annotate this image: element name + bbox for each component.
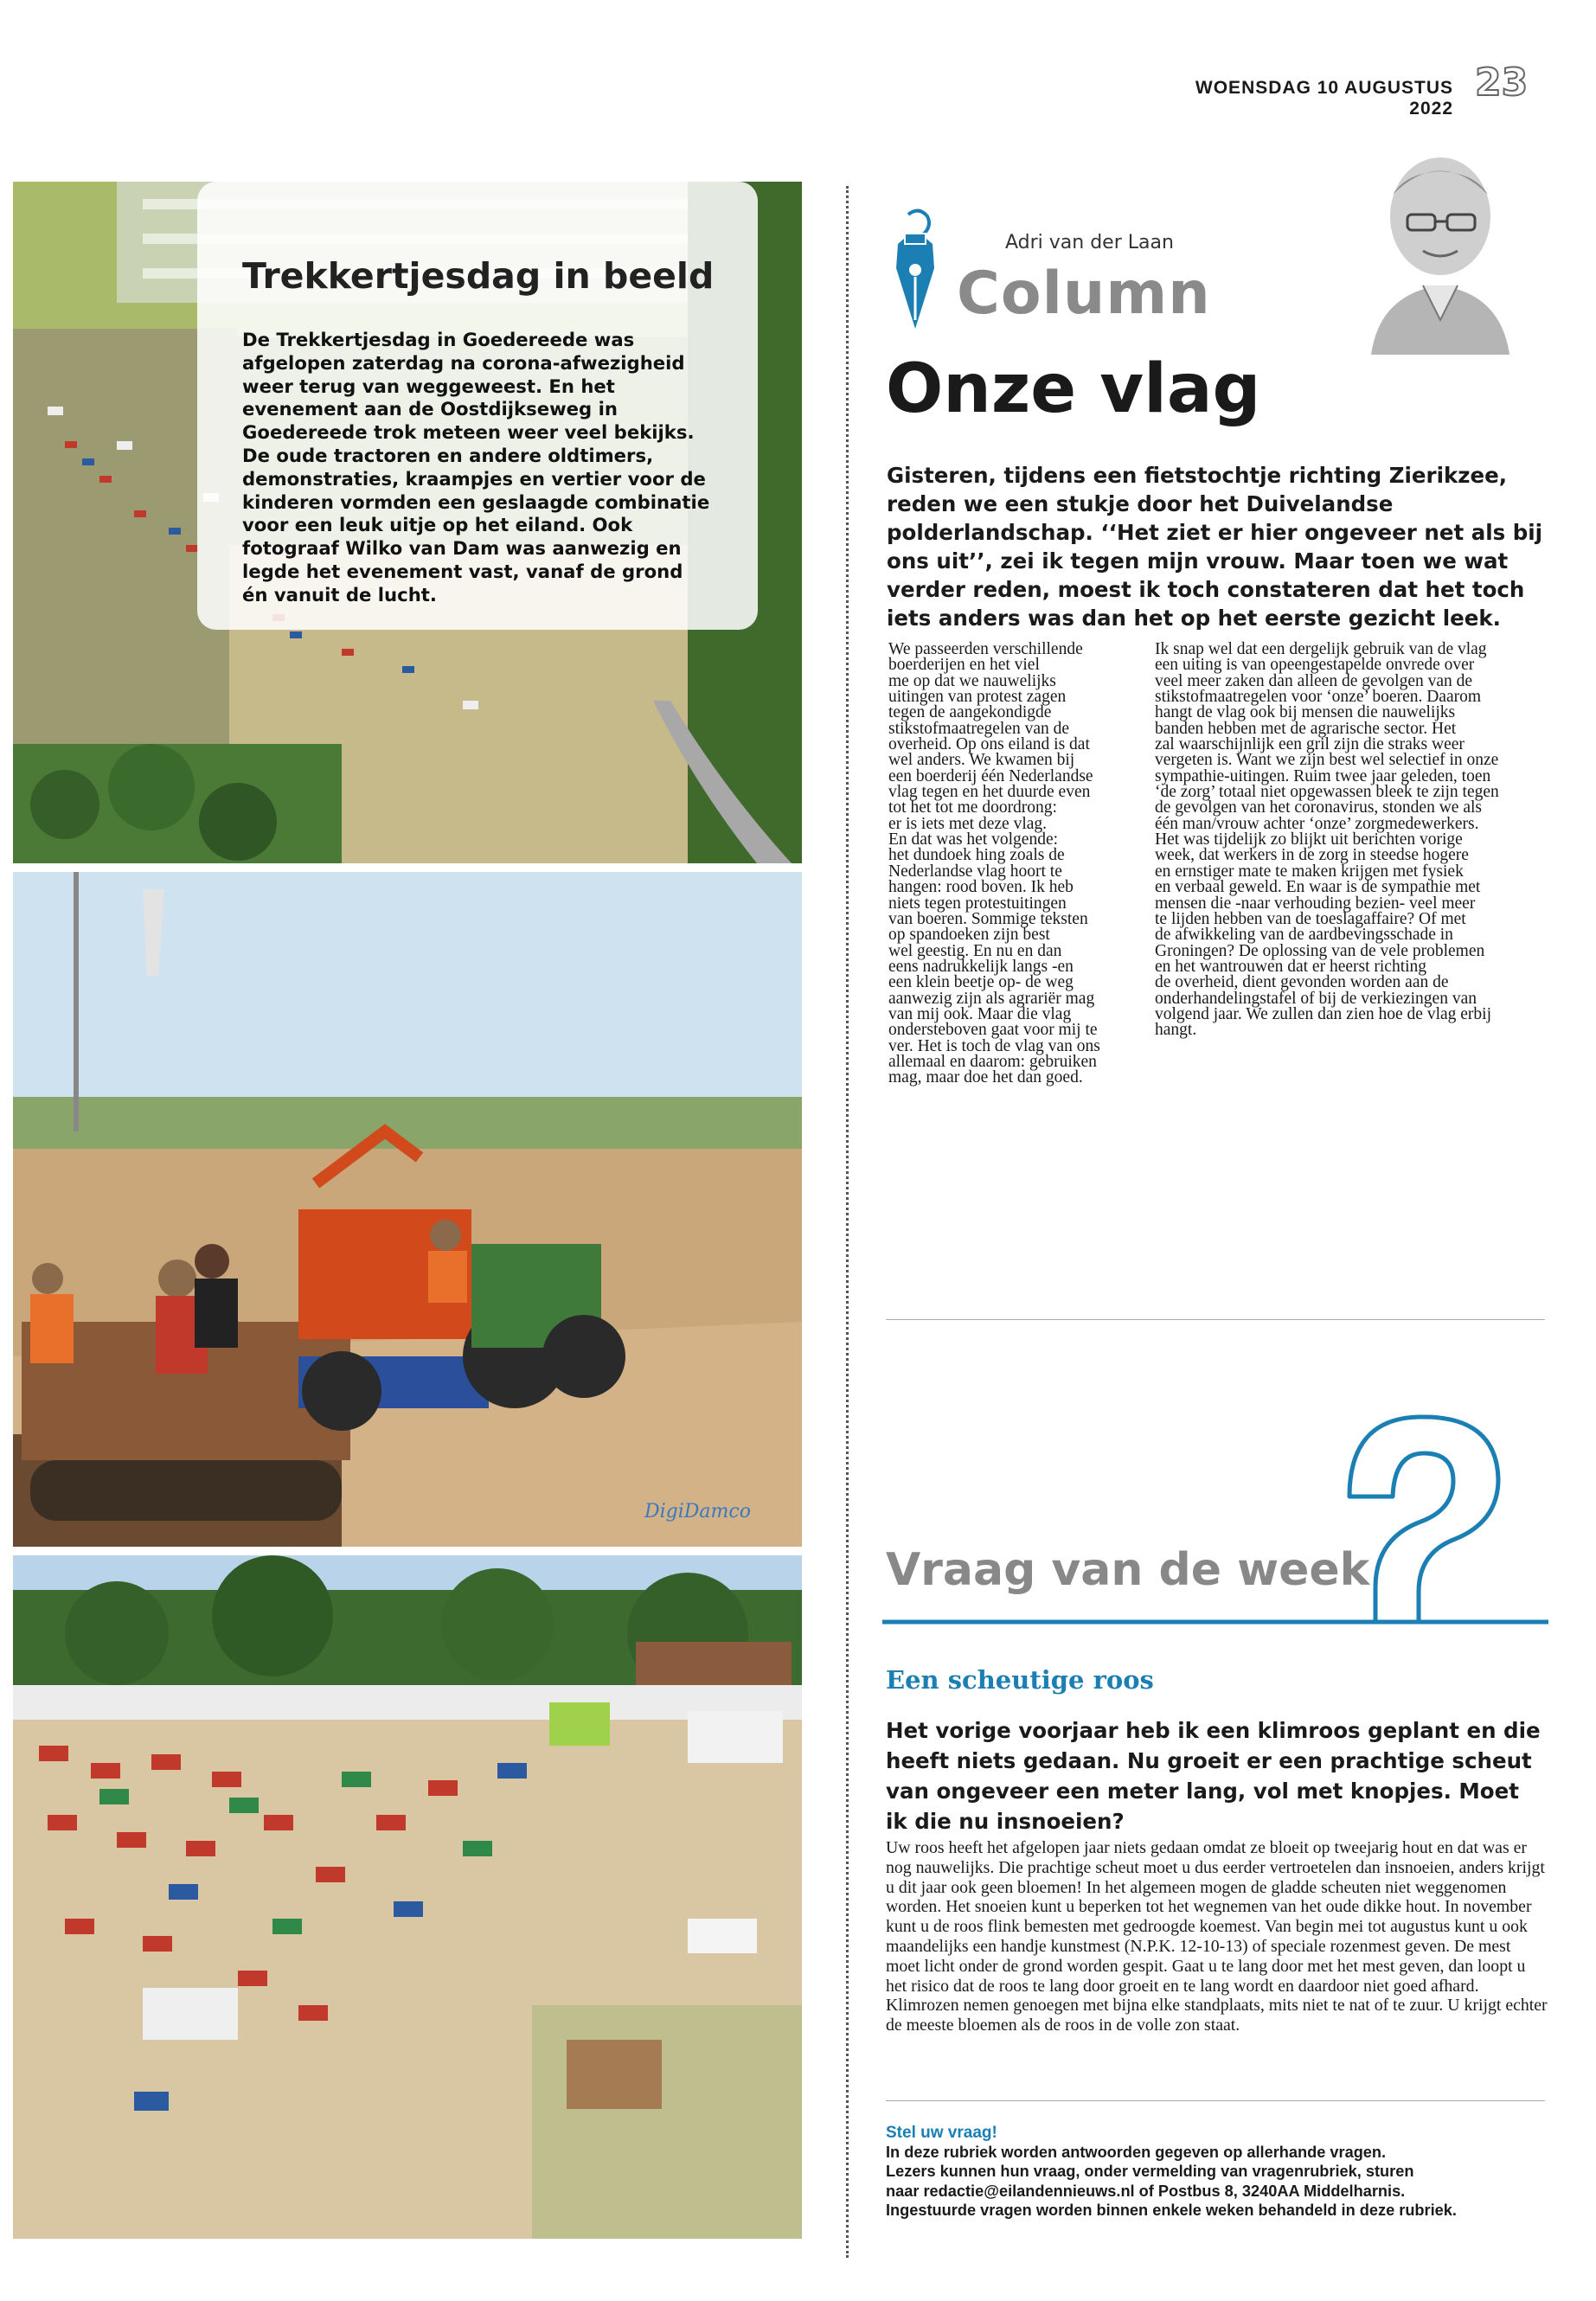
vraag-section-title: Vraag van de week [886, 1544, 1370, 1596]
text-line: een klein beetje op- de weg [888, 973, 1074, 992]
column-title: Onze vlag [886, 350, 1261, 428]
text-line: en ernstiger mate te maken krijgen met fysiek [1155, 862, 1464, 881]
text-line: hangt. [1155, 1021, 1197, 1040]
section-rule [886, 1319, 1545, 1320]
text-line: ver. Het is toch de vlag van ons [888, 1036, 1100, 1055]
text-line: wel anders. We kwamen bij [888, 751, 1075, 770]
ask-instructions [886, 2143, 1561, 2220]
text-line: en het wantrouwen dat er heerst richting [1155, 957, 1427, 976]
text-line: banden hebben met de agrarische sector. Het [1155, 719, 1457, 738]
text-line: allemaal en daarom: gebruiken [888, 1052, 1097, 1071]
text-line: En dat was het volgende: [888, 830, 1059, 849]
page-number: 23 [1475, 61, 1529, 105]
text-line: wel geestig. En nu en dan [888, 941, 1062, 960]
photo-feature-text: De Trekkertjesdag in Goedereede was afgelopen zaterdag na corona-afwezigheid weer terug van weggeweest. En het evenement aan de Oostdijkseweg in Goedereede trok meteen weer veel bekijks. De oude tractoren en andere oldtimers, demonstraties, kraampjes en vertier voor de kinderen vormden een geslaagde combinatie voor een leuk uitje op het eiland. Ook fotograaf Wilko van Dam was aanwezig en legde het evenement vast, vanaf de grond én vanuit de lucht. [242, 329, 710, 606]
text-line: mensen die -naar verhouding bezien- veel meer [1155, 894, 1476, 913]
text-line: een uiting is van opeengestapelde onvrede over [1155, 656, 1475, 675]
text-line: tegen de aangekondigde [888, 703, 1052, 722]
text-line: van boeren. Sommige teksten [888, 909, 1088, 928]
column-author: Adri van der Laan [1005, 232, 1174, 253]
author-portrait [1354, 147, 1527, 355]
text-line: op spandoeken zijn best [888, 926, 1050, 945]
text-line: eens nadrukkelijk langs -en [888, 957, 1074, 976]
text-line: aanwezig zijn als agrariër mag [888, 989, 1095, 1008]
text-line: er is iets met deze vlag. [888, 814, 1048, 833]
text-line: Ik snap wel dat een dergelijk gebruik van de vlag [1155, 640, 1487, 658]
section-rule [886, 2100, 1545, 2101]
text-line: de afwikkeling van de aardbevingsschade in [1155, 926, 1453, 945]
text-line: van mij ook. Maar die vlag [888, 1004, 1072, 1023]
text-line: stikstofmaatregelen voor ‘onze’ boeren. Daarom [1155, 688, 1482, 707]
text-line: volgend jaar. We zullen dan zien hoe de vlag erbij [1155, 1004, 1492, 1023]
text-line: vlag tegen en het duurde even [888, 783, 1091, 802]
text-line: niets tegen protestuitingen [888, 894, 1067, 913]
ask-line: Ingestuurde vragen worden binnen enkele weken behandeld in deze rubriek. [886, 2201, 1457, 2219]
column-label: Column [957, 260, 1211, 328]
text-line: Nederlandse vlag hoort te [888, 862, 1062, 881]
issue-date: WOENSDAG 10 AUGUSTUS 2022 [1195, 78, 1453, 119]
text-line: vergeten is. Want we zijn best wel selectief in onze [1155, 751, 1499, 770]
text-line: en verbaal geweld. En waar is de sympathie met [1155, 878, 1481, 897]
text-line: Het was tijdelijk zo blijkt uit berichten vorige [1155, 830, 1463, 849]
text-line: uitingen van protest zagen [888, 688, 1067, 707]
aerial-photo-tractor-show [13, 1555, 802, 2239]
text-line: de gevolgen van het coronavirus, stonden we als [1155, 798, 1482, 817]
text-line: Groningen? De oplossing van de vele problemen [1155, 941, 1485, 960]
column-divider [846, 186, 849, 2258]
text-line: zal waarschijnlijk een gril zijn die straks weer [1155, 735, 1465, 754]
text-line: week, dat werkers in de zorg in steedse hogere [1155, 846, 1469, 865]
vraag-answer: Uw roos heeft het afgelopen jaar niets gedaan omdat ze bloeit op tweejarig hout en dat was er nog nauwelijks. Die prachtige scheut moet u dus eerder vertroetelen dan insnoeien, anders krijgt u dit jaar ook geen bloemen! In het algemeen mogen de gladde scheuten niet weggenomen worden. Het snoeien kunt u beperken tot het wegnemen van het oude dikke hout. In november kunt u de roos flink bemesten met gedroogde koemest. Van begin mei tot augustus kunt u ook maandelijks een handje kunstmest (N.P.K. 12-10-13) of speciale rozenmest geven. De mest moet licht onder de grond worden gespit. Gaat u te lang door met het mest geven, dan loopt u het risico dat de roos te lang door groeit en te lang wordt en daardoor niet goed afhard. Klimrozen nemen genoegen met bijna elke standplaats, mits niet te nat of te zuur. U krijgt echter de meeste bloemen als de roos in de volle zon staat. [886, 1838, 1548, 2035]
text-line: ondersteboven gaat voor mij te [888, 1021, 1098, 1040]
text-line: de overheid, dient gevonden worden aan de [1155, 973, 1449, 992]
pen-nib-icon [882, 208, 948, 337]
vraag-subtitle: Een scheutige roos [886, 1665, 1154, 1695]
column-text-left [888, 642, 1148, 1086]
text-line: tot het tot me doordrong: [888, 798, 1057, 817]
ask-heading: Stel uw vraag! [886, 2124, 997, 2142]
text-line: het dundoek hing zoals de [888, 846, 1065, 865]
photo-tractor-demonstration [13, 872, 802, 1547]
text-line: sympathie-uitingen. Ruim twee jaar geleden, toen [1155, 766, 1491, 785]
text-line: We passeerden verschillende [888, 640, 1083, 658]
text-line: onderhandelingstafel of bij de verkiezingen van [1155, 989, 1477, 1008]
column-text-right [1155, 642, 1548, 1039]
text-line: overheid. Op ons eiland is dat [888, 735, 1090, 754]
column-lead: Gisteren, tijdens een fietstochtje richting Zierikzee, reden we een stukje door het Duivelandse polderlandschap. ‘‘Het ziet er hier ongeveer net als bij ons uit’’, zei ik tegen mijn vrouw. Maar toen we wat verder reden, moest ik toch constateren dat het toch iets anders was dan het op het eerste gezicht leek. [887, 463, 1543, 631]
ask-line: Lezers kunnen hun vraag, onder vermelding van vragenrubriek, sturen [886, 2163, 1414, 2181]
photo-feature-title: Trekkertjesdag in beeld [242, 255, 715, 297]
text-line: te lijden hebben van de toeslagaffaire? Of met [1155, 909, 1466, 928]
text-line: boerderijen en het viel [888, 656, 1040, 675]
ask-line: naar redactie@eilandennieuws.nl of Postbus 8, 3240AA Middelharnis. [886, 2182, 1406, 2200]
text-line: ‘de zorg’ totaal niet opgewassen bleek te zijn tegen [1155, 783, 1499, 802]
text-line: me op dat we nauwelijks [888, 671, 1056, 690]
text-line: één man/vrouw achter ‘onze’ zorgmedewerkers. [1155, 814, 1479, 833]
question-mark-icon [882, 1401, 1548, 1635]
text-line: een boerderij één Nederlandse [888, 766, 1093, 785]
ask-line: In deze rubriek worden antwoorden gegeven op allerhande vragen. [886, 2144, 1387, 2161]
text-line: hangen: rood boven. Ik heb [888, 878, 1074, 897]
text-line: stikstofmaatregelen van de [888, 719, 1070, 738]
text-line: veel meer zaken dan alleen de gevolgen van de [1155, 671, 1473, 690]
vraag-question: Het vorige voorjaar heb ik een klimroos geplant en die heeft niets gedaan. Nu groeit er een prachtige scheut van ongeveer een meter lang, vol met knopjes. Moet ik die nu insnoeien? [886, 1718, 1541, 1834]
text-line: hangt de vlag ook bij mensen die nauwelijks [1155, 703, 1456, 722]
text-line: mag, maar doe het dan goed. [888, 1068, 1083, 1087]
photo-watermark: DigiDamco [644, 1501, 751, 1522]
